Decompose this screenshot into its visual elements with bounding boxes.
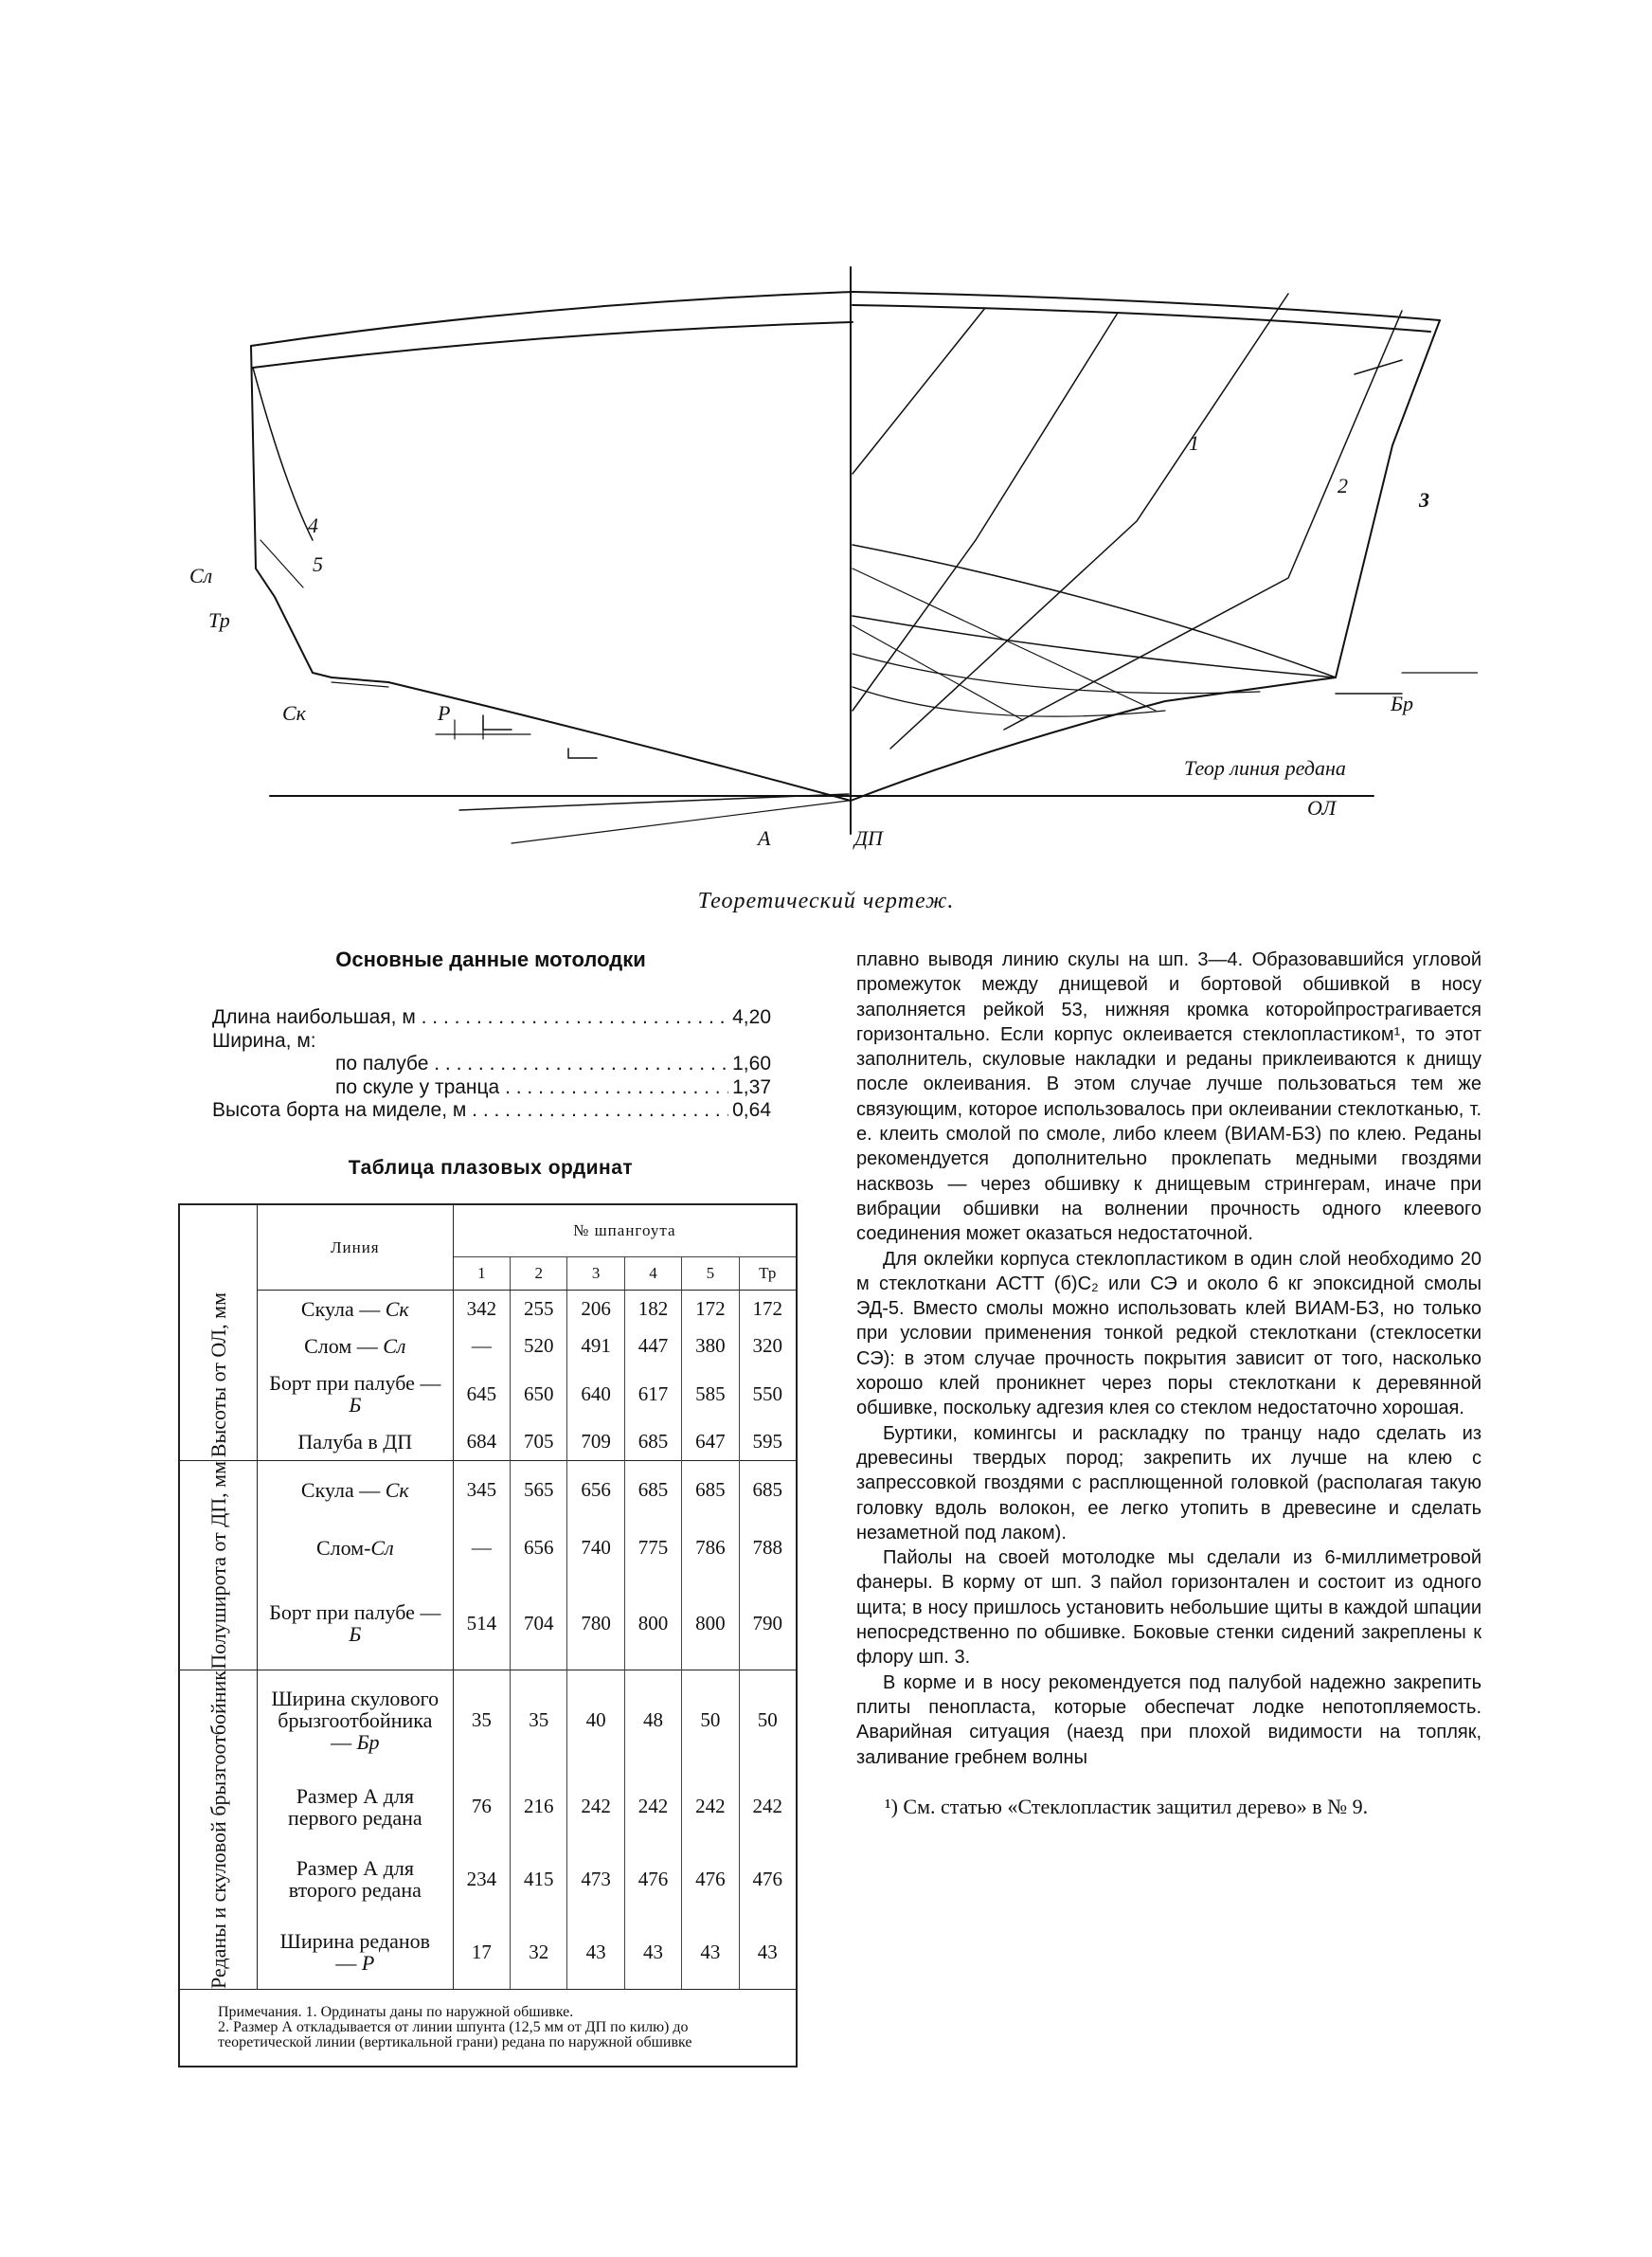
table-row [180,1770,796,1843]
label-1: 1 [1189,431,1199,455]
drawing-caption: Теоретический чертеж. [697,889,955,913]
specs-title: Основные данные мотолодки [335,948,646,971]
table-row [180,1916,796,1989]
line-symbol: Бр [356,1729,380,1754]
spec-row [212,1053,771,1076]
value-cell: 514 [453,1577,510,1670]
table-row [180,1843,796,1916]
value-cell: 685 [624,1461,681,1520]
line-symbol: Сл [383,1334,406,1358]
frame-number-cell: 4 [624,1257,681,1291]
line-symbol: Ск [385,1478,409,1503]
group-label-cell [180,1291,258,1461]
line-name-cell [258,1519,454,1577]
value-cell: 647 [682,1423,739,1461]
label-5: 5 [313,552,323,576]
value-cell: 17 [453,1916,510,1989]
right-column [856,948,1481,1819]
ordinates-body [180,1291,796,1989]
label-3: 3 [1419,488,1429,512]
value-cell: — [453,1519,510,1577]
chine-left [332,682,388,687]
frames-column-header: № шпангоута [453,1205,796,1257]
frame-number-cell: 1 [453,1257,510,1291]
spec-value [767,1030,771,1054]
paragraph-5: В корме и в носу рекомендуется под палубой надежно закрепить плиты пенопласта, которые обеспечат лодке непотопляемость. Аварийная ситуация (наезд при плохой видимости на топляк, заливание гребнем волны [856,1671,1481,1768]
value-cell: 565 [511,1461,567,1520]
value-cell: 35 [453,1670,510,1770]
paragraph-4: Пайолы на своей мотолодке мы сделали из 6-миллиметровой фанеры. В корму от шп. 3 пайол горизонтален и состоит из одного щита; в носу пришлось установить небольшие щиты в каждой шпации непосредственно по обшивке. Боковые стенки сидений закреплены к флору шп. 3. [856,1547,1481,1669]
value-cell: 43 [567,1916,624,1989]
frame-2 [1004,311,1402,730]
left-column [178,948,803,2050]
table-row [180,1364,796,1423]
table-note-2: 2. Размер А откладывается от линии шпунта (12,5 мм от ДП по килю) до теоретической линии (вертикальной грани) редана по наружной обшивке [218,2018,692,2050]
value-cell: 32 [511,1916,567,1989]
sheer-line-left [253,322,853,368]
value-cell: 704 [511,1577,567,1670]
line-name-cell [258,1577,454,1670]
diag-1 [853,569,1156,711]
line-name-cell [258,1670,454,1770]
line-name: Слом- [315,1536,371,1561]
value-cell: 476 [752,1867,783,1890]
frame-number-cell: 3 [567,1257,624,1291]
line-name: Размер А для второго редана [288,1856,422,1903]
value-cell: 705 [511,1423,567,1461]
spec-label: по палубе . . . [212,1053,728,1076]
group-label: Высоты от ОЛ, мм [206,1292,230,1458]
frame-1 [890,294,1288,749]
value-cell: 172 [682,1291,739,1328]
line-name-cell [258,1364,454,1423]
line-name-cell [258,1843,454,1916]
value-cell: 342 [453,1291,510,1328]
value-cell: 242 [682,1770,739,1843]
value-cell: 345 [453,1461,510,1520]
value-cell: 242 [567,1770,624,1843]
value-cell: 242 [624,1770,681,1843]
value-cell: 740 [567,1519,624,1577]
value-cell: — [453,1327,510,1364]
value-cell: 206 [567,1291,624,1328]
table-note-1: Примечания. 1. Ординаты даны по наружной обшивке. [218,2003,574,2020]
value-cell: 709 [567,1423,624,1461]
label-2: 2 [1338,474,1348,497]
label-a: А [758,826,771,850]
table-row [180,1670,796,1770]
specs-list [212,1006,771,1123]
value-cell: 645 [453,1364,510,1423]
value-cell: 617 [624,1364,681,1423]
line-name: Борт при палубе — [269,1371,441,1395]
paragraph-3: Буртики, комингсы и раскладку по транцу надо сделать из древесины твердых пород; закрепить их лучше на клею с запрессовкой гвоздями с расплющенной головкой (располагая такую головку вдоль волокон, ее легко утопить в древесине и сделать незаметной под лаком). [856,1422,1481,1544]
value-cell: 234 [453,1843,510,1916]
paragraph-1: плавно выводя линию скулы на шп. 3—4. Образовавшийся угловой промежуток между днищевой и бортовой обшивкой в носу заполняется рейкой 53, нижняя кромка которойпрострагивается горизонтально. Если корпус оклеивается стеклопластиком¹, то этот заполнитель, скуловые накладки и реданы приклеиваются к днищу после оклеивания. В этом случае лучше пользоваться тем же связующим, которое использовалось при оклеивании стеклотканью, т. е. клеить смолой по смоле, либо клеем (ВИАМ-БЗ) по клею. Реданы рекомендуется дополнительно проклепать медными гвоздями насквозь — через обшивку к днищевым стрингерам, иначе при вибрации обшивки на волнении прочность одного клеевого соединения может оказаться недостаточной. [856,949,1481,1245]
value-cell: 182 [624,1291,681,1328]
ordinates-table-box [178,1203,798,2067]
spec-value: 4,20 [732,1006,771,1028]
value-cell: 50 [682,1670,739,1770]
line-symbol: Р [361,1951,375,1976]
line-symbol: Б [349,1622,362,1647]
knuckle-line-right [853,616,1336,677]
spec-row [212,1030,771,1054]
value-cell: 216 [511,1770,567,1843]
value-cell: 684 [453,1423,510,1461]
line-name-cell [258,1291,454,1328]
value-cell: 242 [752,1795,783,1818]
hull-lines-svg [171,256,1478,881]
a-dimension-line-2 [512,801,849,843]
group-label: Полуширота от ДП, мм [206,1461,230,1670]
footnote: ¹) См. статью «Стеклопластик защитил дерево» в № 9. [885,1794,1369,1818]
value-cell: 476 [624,1843,681,1916]
group-label-cell [180,1670,258,1989]
value-cell: 255 [511,1291,567,1328]
spec-row [212,1006,771,1030]
spec-value: 1,37 [732,1075,771,1098]
value-cell: 172 [752,1297,783,1320]
table-row [180,1423,796,1461]
value-cell: 550 [752,1381,783,1405]
value-cell: 685 [739,1461,796,1520]
value-cell: 415 [511,1843,567,1916]
line-column-header: Линия [258,1205,454,1291]
label-4: 4 [308,514,318,537]
step-mark-2 [568,749,597,758]
spec-row [212,1099,771,1123]
value-cell: 685 [682,1461,739,1520]
table-row [180,1519,796,1577]
line-symbol: Ск [385,1297,409,1321]
group-label-cell [180,1461,258,1670]
frame-3 [853,313,1118,711]
table-title: Таблица плазовых ординат [348,1156,634,1179]
value-cell: 656 [567,1461,624,1520]
spec-label: Высота борта на миделе, м . . . [212,1099,728,1123]
table-notes [180,1989,796,2066]
dim-tick-3 [1355,360,1402,374]
line-name: Скула — [300,1297,386,1321]
value-cell: 35 [511,1670,567,1770]
value-cell: 656 [511,1519,567,1577]
table-row [180,1577,796,1670]
line-name-cell [258,1770,454,1843]
line-name: Размер А для первого редана [287,1783,422,1830]
table-row [180,1327,796,1364]
value-cell: 788 [752,1536,783,1560]
line-symbol: Сл [370,1536,394,1561]
spec-value: 0,64 [732,1099,771,1121]
label-dp: ДП [854,826,883,850]
diag-2 [853,625,1023,720]
value-cell: 520 [511,1327,567,1364]
label-br: Бр [1391,692,1413,715]
chine-curve-left [253,368,313,540]
value-cell: 640 [567,1364,624,1423]
value-cell: 320 [752,1334,783,1357]
line-name-cell [258,1916,454,1989]
theoretical-drawing [171,256,1478,881]
table-row [180,1291,796,1328]
value-cell: 473 [567,1843,624,1916]
line-symbol: Б [349,1393,362,1417]
spec-row [212,1076,771,1100]
value-cell: 380 [682,1327,739,1364]
group-header-corner [180,1205,258,1291]
spec-label: Длина наибольшая, м . . . [212,1006,728,1030]
value-cell: 43 [757,1940,778,1963]
value-cell: 476 [682,1843,739,1916]
frame-number-cell: 5 [682,1257,739,1291]
bow-outline [851,320,1440,801]
step-mark-1 [483,715,512,730]
line-name: Борт при палубе — [269,1600,441,1625]
line-name: Скула — [300,1478,386,1503]
label-sl: Сл [189,564,213,587]
value-cell: 650 [511,1364,567,1423]
sheer-line-right [853,305,1430,332]
knuckle-line [260,540,303,587]
spec-value: 1,60 [732,1053,771,1074]
line-name-cell [258,1461,454,1520]
value-cell: 447 [624,1327,681,1364]
line-name: Ширина скулового брызгоотбойника — [271,1686,440,1754]
label-tr: Тр [208,608,230,632]
paragraph-2: Для оклейки корпуса стеклопластиком в один слой необходимо 20 м стеклоткани АСТТ (б)С₂ или СЭ и около 6 кг эпоксидной смолы ЭД-5. Вместо смолы можно использовать клей ВИАМ-БЗ, но только при условии применения тонкой редкой стеклоткани (стеклосетки СЭ): в этом случае прочность покрытия зависит от того, насколько хорошо клей проникнет через поры стеклоткани к деревянной обшивке, поскольку адгезия клея со стеклом недостаточно хорошая. [856,1248,1481,1419]
group-label: Реданы и скуловой брызгоотбойник [206,1670,230,1989]
line-name: Палуба в ДП [297,1430,413,1454]
value-cell: 786 [682,1519,739,1577]
value-cell: 50 [739,1670,796,1770]
value-cell: 491 [567,1327,624,1364]
frame-4 [853,308,985,474]
table-row [180,1461,796,1520]
label-redan-line: Теор линия редана [1184,756,1346,780]
value-cell: 780 [567,1577,624,1670]
frame-number-cell: 2 [511,1257,567,1291]
transom-outline [251,346,332,677]
label-sk: Ск [282,701,306,725]
frame-number-cell: Тр [739,1257,796,1291]
value-cell: 595 [752,1430,783,1453]
value-cell: 43 [624,1916,681,1989]
label-ol: ОЛ [1307,796,1337,820]
value-cell: 800 [624,1577,681,1670]
value-cell: 775 [624,1519,681,1577]
bottom-line-left [332,677,851,801]
value-cell: 76 [453,1770,510,1843]
spec-label: Ширина, м: [212,1029,316,1052]
spec-label: по скуле у транца . . . [212,1076,728,1100]
value-cell: 800 [682,1577,739,1670]
value-cell: 790 [752,1611,783,1634]
label-p: Р [438,701,451,725]
line-name-cell [258,1327,454,1364]
value-cell: 40 [567,1670,624,1770]
line-name: Ширина реданов — [279,1929,430,1976]
value-cell: 685 [624,1423,681,1461]
line-name: Слом — [304,1334,384,1358]
ordinates-table [180,1205,796,1989]
value-cell: 43 [682,1916,739,1989]
value-cell: 585 [682,1364,739,1423]
line-name-cell [258,1423,454,1461]
value-cell: 48 [624,1670,681,1770]
